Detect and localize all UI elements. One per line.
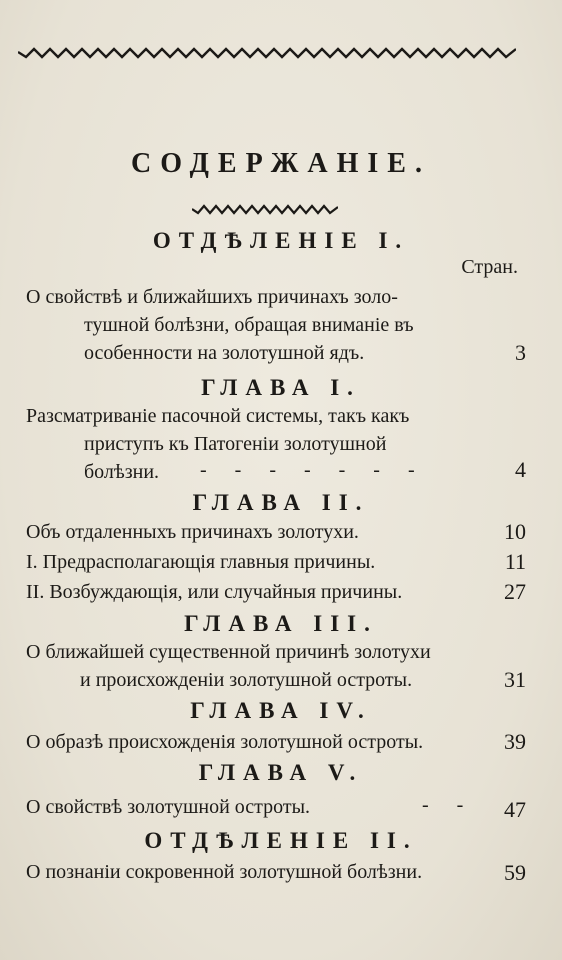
toc-page-number: 10: [504, 519, 526, 544]
toc-entry-line: О свойствѣ и ближайшихъ причинахъ золо-: [26, 286, 398, 308]
title-ornament-rule: [192, 202, 338, 216]
toc-entry-line: приступъ къ Патогеніи золотушной: [84, 433, 387, 455]
section-heading: ОТДѢЛЕНІЕ II.: [144, 828, 418, 853]
toc-page-number: 4: [515, 457, 526, 482]
toc-entry-line: О свойствѣ золотушной остроты.: [26, 796, 311, 818]
toc-page-number: 47: [504, 797, 526, 822]
toc-entry-line: О ближайшей существенной причинѣ золотухи: [26, 641, 431, 663]
chapter-heading: ГЛАВА III.: [184, 611, 378, 636]
toc-entry-line: I. Предрасполагающія главныя причины.: [26, 551, 376, 573]
toc-entry-line: и происхожденіи золотушной остроты.: [80, 669, 413, 691]
toc-page-number: 3: [515, 340, 526, 365]
toc-entry-line: О образѣ происхожденія золотушной остроты.: [26, 731, 424, 753]
chapter-heading: ГЛАВА V.: [198, 760, 364, 785]
toc-page-number: 11: [504, 549, 526, 574]
toc-page-number: 27: [504, 579, 526, 604]
toc-page-number: 39: [504, 729, 526, 754]
toc-entry-line: Разсматриваніе пасочной системы, такъ какъ: [26, 405, 410, 427]
page-title: СОДЕРЖАНІЕ.: [131, 148, 431, 179]
page-column-label: Стран.: [461, 256, 518, 278]
chapter-heading: ГЛАВА IV.: [190, 698, 372, 723]
chapter-heading: ГЛАВА II.: [192, 490, 370, 515]
toc-entry-line: болѣзни.: [84, 461, 160, 483]
toc-page-number: 59: [504, 860, 526, 885]
toc-entry-line: О познаніи сокровенной золотушной болѣзни.: [26, 861, 423, 883]
toc-page-number: 31: [504, 667, 526, 692]
toc-entry-line: особенности на золотушной ядъ.: [84, 342, 365, 364]
leader-dots: --: [422, 794, 492, 816]
leader-dots: -------: [200, 459, 443, 481]
top-ornament-rule: [18, 40, 516, 62]
toc-entry-line: II. Возбуждающія, или случайныя причины.: [26, 581, 403, 603]
toc-entry-line: тушной болѣзни, обращая вниманіе въ: [84, 314, 414, 336]
toc-entry-line: Объ отдаленныхъ причинахъ золотухи.: [26, 521, 359, 543]
section-heading: ОТДѢЛЕНІЕ I.: [152, 228, 410, 253]
chapter-heading: ГЛАВА I.: [201, 375, 361, 400]
